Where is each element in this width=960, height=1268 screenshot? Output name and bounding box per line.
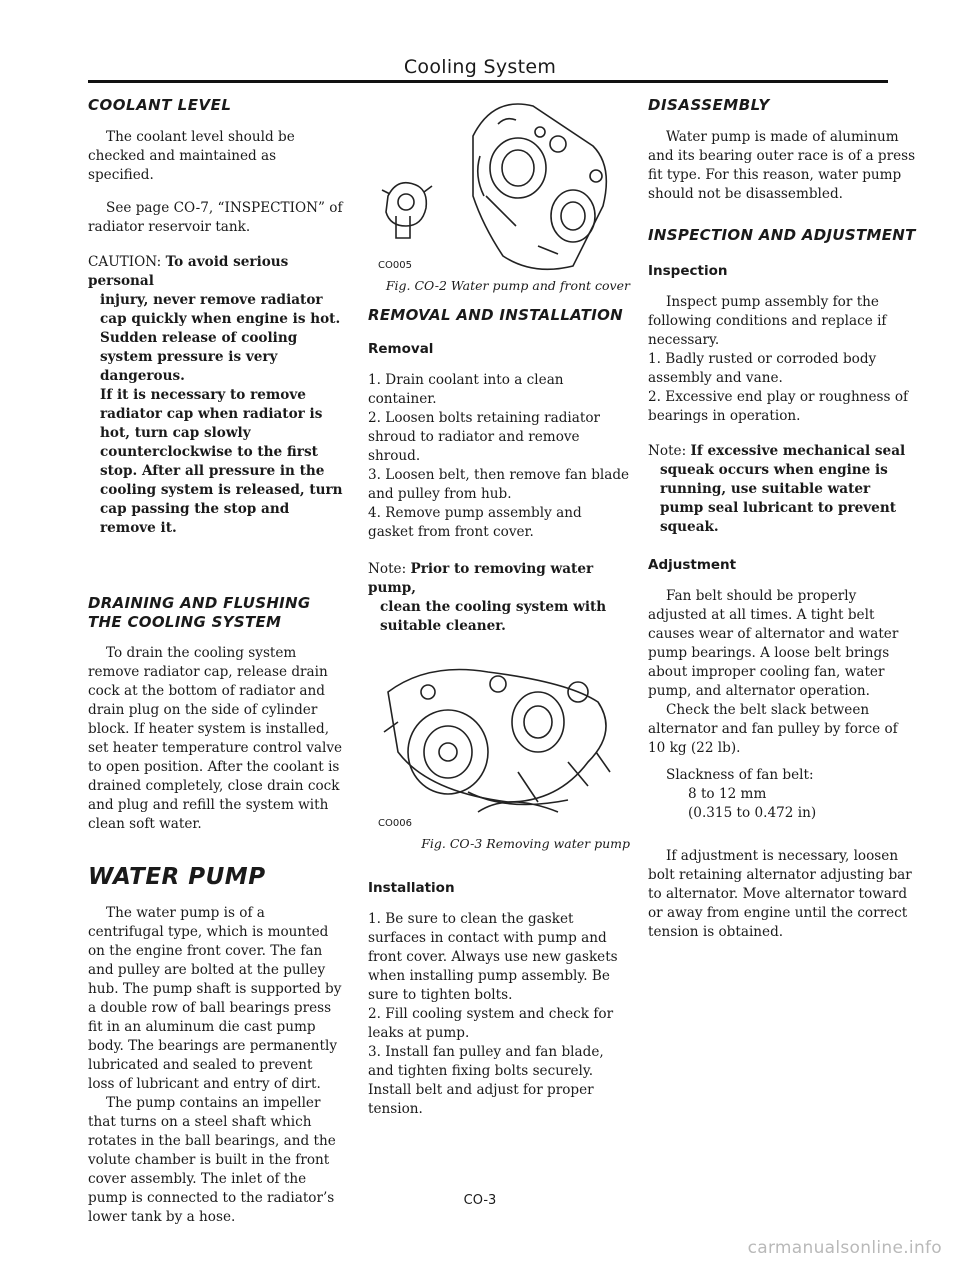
note-line-1: If excessive mechanical seal bbox=[690, 443, 906, 459]
coolant-paragraph-2: See page CO-7, “INSPECTION” of radiator reservoir tank. bbox=[88, 200, 343, 235]
adjustment-paragraph-2: Check the belt slack between alternator and fan pulley by force of 10 kg (22 lb). bbox=[648, 702, 898, 756]
draining-paragraph: To drain the cooling system remove radiator cap, release drain cock at the bottom of radiator and drain plug on the side of cylinder block. If heater system is installed, set heater temperature control valve to open position. After the coolant is drained completely, close drain cock and plug and refill the system with clean soft water. bbox=[88, 645, 343, 832]
note-body: squeak occurs when engine is running, use suitable water pump seal lubricant to prevent squeak. bbox=[660, 462, 896, 535]
disassembly-paragraph: Water pump is made of aluminum and its bearing outer race is of a press fit type. For this reason, water pump should not be disassembled. bbox=[648, 129, 916, 202]
removal-installation-heading: REMOVAL AND INSTALLATION bbox=[368, 306, 623, 324]
water-pump-heading: WATER PUMP bbox=[88, 864, 266, 890]
removing-water-pump-illustration bbox=[368, 662, 630, 832]
installation-steps bbox=[368, 910, 630, 1119]
caution-line-1: To avoid serious personal bbox=[88, 254, 289, 289]
page-header-title: Cooling System bbox=[403, 56, 557, 78]
inspection-steps bbox=[648, 350, 916, 426]
note-label: Note: bbox=[368, 561, 407, 577]
inspection-paragraph: Inspect pump assembly for the following conditions and replace if necessary. bbox=[648, 294, 887, 348]
header-rule bbox=[88, 80, 888, 83]
caution-body-1: injury, never remove radiator cap quickly when engine is hot. Sudden release of cooling system pressure is very dangerous. bbox=[100, 292, 341, 384]
removal-step: 3. Loosen belt, then remove fan blade and pulley from hub. bbox=[368, 467, 630, 502]
draining-heading: DRAINING AND FLUSHING THE COOLING SYSTEM bbox=[88, 594, 311, 631]
figure-co-3-caption: Fig. CO-3 Removing water pump bbox=[421, 836, 630, 851]
page-number: CO-3 bbox=[463, 1193, 497, 1208]
water-pump-paragraph-1: The water pump is of a centrifugal type, which is mounted on the engine front cover. The fan and pulley are bolted at the pulley hub. The pump shaft is supported by a double row of ball bearings press fit in an aluminum die cast pump body. The bearings are permanently lubricated and sealed to prevent loss of lubricant and entry of dirt. bbox=[88, 905, 342, 1092]
figure-co-2 bbox=[368, 96, 630, 274]
removal-step: 2. Loosen bolts retaining radiator shroud to radiator and remove shroud. bbox=[368, 410, 601, 464]
inspection-step: 1. Badly rusted or corroded body assembly and vane. bbox=[648, 351, 877, 386]
installation-step: 1. Be sure to clean the gasket surfaces in contact with pump and front cover. Always use new gaskets when installing pump assembly. Be sure to tighten bolts. bbox=[368, 911, 618, 1003]
caution-block bbox=[88, 253, 343, 538]
removal-subheading: Removal bbox=[368, 341, 434, 357]
adjustment-paragraph-3: If adjustment is necessary, loosen bolt retaining alternator adjusting bar to alternator. Move alternator toward or away from engine until the correct tension is obtained. bbox=[648, 848, 912, 940]
inspection-note bbox=[648, 442, 916, 537]
caution-body-2: If it is necessary to remove radiator cap when radiator is hot, turn cap slowly counterclockwise to the first stop. After all pressure in the cooling system is released, turn cap passing the stop and remove it. bbox=[100, 387, 343, 536]
removal-step: 1. Drain coolant into a clean container. bbox=[368, 372, 564, 407]
installation-step: 2. Fill cooling system and check for leaks at pump. bbox=[368, 1006, 614, 1041]
caution-label: CAUTION: bbox=[88, 254, 162, 270]
coolant-level-heading: COOLANT LEVEL bbox=[88, 96, 232, 114]
installation-subheading: Installation bbox=[368, 880, 455, 896]
water-pump-paragraph-2: The pump contains an impeller that turns on a steel shaft which rotates in the ball bearings, and the volute chamber is built in the front cover assembly. The inlet of the pump is connected to the radiator’s lower tank by a hose. bbox=[88, 1095, 336, 1225]
figure-code-co005: CO005 bbox=[378, 260, 412, 271]
water-pump-front-cover-illustration bbox=[368, 96, 630, 274]
figure-co-2-caption: Fig. CO-2 Water pump and front cover bbox=[385, 278, 630, 293]
slackness-value-mm: 8 to 12 mm bbox=[688, 786, 767, 802]
coolant-paragraph-1: The coolant level should be checked and maintained as specified. bbox=[88, 129, 295, 183]
note-line-1: Prior to removing water pump, bbox=[368, 561, 594, 596]
adjustment-subheading: Adjustment bbox=[648, 557, 737, 573]
removal-steps bbox=[368, 371, 630, 542]
inspection-adjustment-heading: INSPECTION AND ADJUSTMENT bbox=[648, 226, 916, 244]
figure-code-co006: CO006 bbox=[378, 818, 412, 829]
note-body: clean the cooling system with suitable cleaner. bbox=[380, 599, 607, 634]
inspection-step: 2. Excessive end play or roughness of bearings in operation. bbox=[648, 389, 909, 424]
middle-column bbox=[368, 96, 630, 1119]
removal-step: 4. Remove pump assembly and gasket from front cover. bbox=[368, 505, 582, 540]
disassembly-heading: DISASSEMBLY bbox=[648, 96, 770, 114]
inspection-subheading: Inspection bbox=[648, 263, 728, 279]
slackness-label: Slackness of fan belt: bbox=[666, 767, 814, 783]
watermark: carmanualsonline.info bbox=[747, 1238, 942, 1258]
left-column bbox=[88, 96, 343, 1235]
removal-note bbox=[368, 560, 630, 636]
right-column bbox=[648, 96, 916, 950]
slackness-value-in: (0.315 to 0.472 in) bbox=[688, 805, 817, 821]
installation-step: 3. Install fan pulley and fan blade, and tighten fixing bolts securely. Install belt and adjust for proper tension. bbox=[368, 1044, 604, 1117]
adjustment-paragraph-1: Fan belt should be properly adjusted at all times. A tight belt causes wear of alternator and water pump bearings. A loose belt brings about improper cooling fan, water pump, and alternator operation. bbox=[648, 588, 899, 699]
note-label: Note: bbox=[648, 443, 687, 459]
figure-co-3 bbox=[368, 662, 630, 832]
